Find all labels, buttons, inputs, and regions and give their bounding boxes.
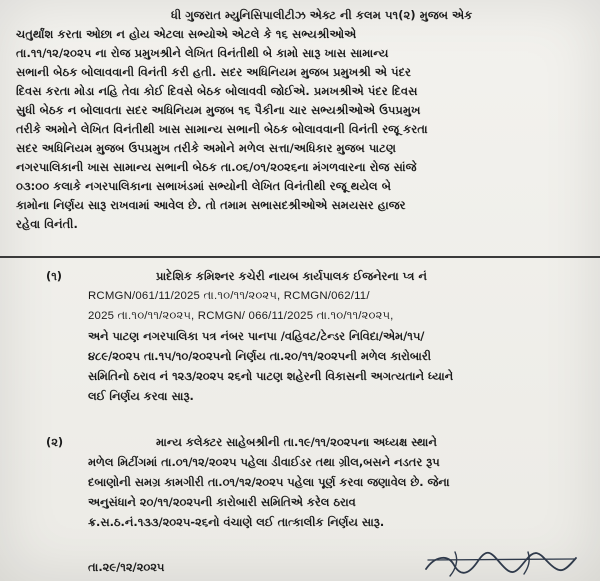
intro-line: સુધી બેઠક ન બોલાવતા સદર અધિનિયમ મુજબ ૧૬ પૈકીના ચાર સભ્યશ્રીઓએ ઉપપ્રમુખ [16, 103, 421, 117]
agenda-item-line: 2025 તા.૧૦/૧૧/૨૦૨૫, RCMGN/ 066/11/2025 તા.૧૦/૧૧/૨૦૨૫, [88, 310, 394, 322]
intro-line: રહેવા વિનંતી. [16, 217, 78, 231]
intro-line: સભાની બેઠક બોલાવવાની વિનંતી કરી હતી. સદર અધિનિયમ મુજબ પ્રમુખશ્રી એ પંદર [16, 65, 412, 79]
agenda-item-line: ક્ર.સ.ઠ.નં.૧૩૩/૨૦૨૫-૨૬નો વંચાણે લઈ તાત્કાલીક નિર્ણય સારૂ. [88, 515, 385, 529]
intro-line: તા.૧૧/૧૨/૨૦૨૫ ના રોજ પ્રમુખશ્રીને લેખિત વિનંતીથી બે કામો સારૂ ખાસ સામાન્ય [16, 46, 389, 60]
agenda-item-line: અનુસંધાને ૨૦/૧૧/૨૦૨૫ની કારોબારી સમિતિએ કરેલ ઠરાવ [88, 495, 356, 509]
agenda-item-line: RCMGN/061/11/2025 તા.૧૦/૧૧/૨૦૨૫, RCMGN/062/11/ [88, 290, 370, 302]
agenda-item-line: મળેલ મિટીંગમાં તા.૦૧/૧૨/૨૦૨૫ પહેલા ડીવાઈડર તથા ગ્રીલ,બસને નડતર રૂપ [88, 455, 440, 469]
agenda-item-line: લઈ નિર્ણય કરવા સારૂ. [88, 389, 194, 403]
intro-line: તરીકે અમોને લેખિત વિનંતીથી ખાસ સામાન્ય સભાની બેઠક બોલાવવાની વિનંતી રજૂ કરતા [16, 122, 428, 136]
intro-line: કામોના નિર્ણય સારૂ રાખવામાં આવેલ છે. તો તમામ સભાસદશ્રીઓએ સમયસર હાજર [16, 198, 406, 212]
agenda-item-line: સમિતિનો ઠરાવ નં ૧૨૩/૨૦૨૫ ૨૬નો પાટણ શહેરની વિકાસની અગત્યતાને ધ્યાને [88, 369, 454, 383]
handwritten-signature [420, 546, 582, 580]
intro-paragraph [16, 6, 580, 234]
agenda-item-body [88, 432, 580, 532]
intro-line: સદર અધિનિયમ મુજબ ઉપપ્રમુખ તરીકે અમોને મળેલ સત્તા/અધિકાર મુજબ પાટણ [16, 141, 396, 155]
agenda-item-line: દબાણોની સમગ્ર કામગીરી તા.૦૧/૧૨/૨૦૨૫ પહેલા પૂર્ણ કરવા જણાવેલ છે. જેના [88, 475, 450, 489]
agenda-item-body [88, 266, 580, 406]
agenda-item-line: પ્રાદેશિક કમિશ્નર કચેરી નાયબ કાર્યપાલક ઈજનેરના પ્ત્ર નં [156, 269, 427, 283]
intro-line: ધી ગુજરાત મ્યુનિસિપાલીટીઝ એક્ટ ની કલમ ૫૧(૨) મુજબ એક [171, 8, 473, 22]
intro-line: નગરપાલિકાની ખાસ સામાન્ય સભાની બેઠક તા.૦૬/૦૧/૨૦૨૬ના મંગળવારના રોજ સાંજે [16, 160, 417, 174]
document-date: તા.૨૯/૧૨/૨૦૨૫ [88, 560, 165, 574]
agenda-item-number: (૧) [46, 269, 62, 283]
agenda-item-number: (૨) [46, 435, 64, 449]
intro-line: ૦૩:૦૦ કલાકે નગરપાલિકાના સભાખંડમાં સભ્યોની લેખિત વિનંતીથી રજૂ થયેલ બે [16, 179, 391, 193]
agenda-item-line: અને પાટણ નગરપાલિકા પત્ર નંબર પાનપા /વહિવટ/ટેન્ડર નિવિદા/એમ/૧૫/ [88, 329, 425, 343]
intro-line: દિવસ કરતા મોડા નહિ તેવા કોઈ દિવસે બેઠક બોલાવવી જોઈએ. પ્રમખશ્રીએ પંદર દિવસ [16, 84, 418, 98]
section-divider [0, 256, 600, 258]
agenda-item-line: ૪૮૯/૨૦૨૫ તા.૧૫/૧૦/૨૦૨૫નો નિર્ણય તા.૨૦/૧૧/૨૦૨૫ની મળેલ કારોબારી [88, 349, 431, 363]
agenda-item-line: માન્ય કલેક્ટર સાહેબશ્રીની તા.૧૯/૧૧/૨૦૨૫ના અધ્યક્ષ સ્થાને [156, 435, 437, 449]
intro-line: ચતુર્થાંશ કરતા ઓછા ન હોય એટલા સભ્યોએ એટલે કે ૧૬ સભ્યશ્રીઓએ [16, 27, 357, 41]
